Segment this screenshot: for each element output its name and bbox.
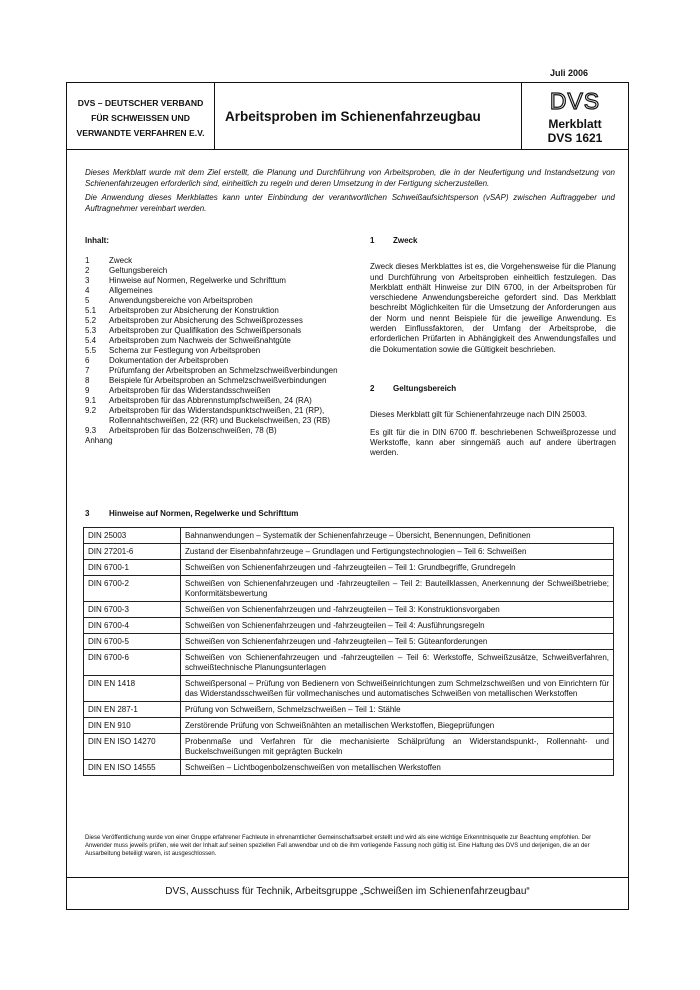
norm-description: Zustand der Eisenbahnfahrzeuge – Grundlagen und Fertigungstechnologien – Teil 6: Schweißen: [181, 544, 614, 560]
section-number: 2: [370, 383, 375, 393]
toc-list: [85, 256, 349, 446]
toc-item: [85, 406, 349, 426]
toc-item-number: 9.1: [85, 396, 97, 405]
norm-description: Schweißen von Schienenfahrzeugen und -fahrzeugteilen – Teil 5: Güteanforderungen: [181, 634, 614, 650]
footer-divider: [67, 877, 628, 878]
section-2-text: Es gilt für die in DIN 6700 ff. beschriebenen Schweißprozesse und Werkstoffe, kann aber sinngemäß auch auf andere übertragen werden.: [370, 427, 616, 458]
norm-description: Zerstörende Prüfung von Schweißnähten an metallischen Werkstoffen, Biegeprüfungen: [181, 718, 614, 734]
table-row: [84, 718, 614, 734]
toc-item: [85, 306, 349, 316]
toc-item-text: Arbeitsproben für das Widerstandspunktschweißen, 21 (RP), Rollennahtschweißen, 22 (RR) und Buckelschweißen, 23 (RB): [109, 406, 330, 425]
toc-item: [85, 366, 349, 376]
norm-description: Schweißen von Schienenfahrzeugen und -fahrzeugteilen – Teil 4: Ausführungsregeln: [181, 618, 614, 634]
norm-description: Schweißen von Schienenfahrzeugen und -fahrzeugteilen – Teil 2: Bauteilklassen, Anerkennung der Schweißbetriebe; Konformitätsbewertung: [181, 576, 614, 602]
toc-item-number: 2: [85, 266, 90, 275]
norm-code: DIN 6700-1: [84, 560, 181, 576]
norm-code: DIN 6700-3: [84, 602, 181, 618]
table-row: [84, 760, 614, 776]
toc-item-text: Beispiele für Arbeitsproben an Schmelzschweißverbindungen: [109, 376, 327, 385]
norm-code: DIN EN 1418: [84, 676, 181, 702]
table-row: [84, 544, 614, 560]
dvs-logo: [540, 90, 610, 112]
main-content: [66, 150, 629, 910]
toc-item-number: 5.4: [85, 336, 97, 345]
toc-item: [85, 286, 349, 296]
table-row: [84, 702, 614, 718]
document-id-box: [522, 83, 628, 149]
footer-text: DVS, Ausschuss für Technik, Arbeitsgruppe „Schweißen im Schienenfahrzeugbau“: [165, 886, 530, 897]
table-row: [84, 650, 614, 676]
toc-item: [85, 316, 349, 326]
toc-item-text: Arbeitsproben zur Absicherung der Konstruktion: [109, 306, 279, 315]
document-header: [66, 82, 629, 150]
toc-item: [85, 336, 349, 346]
toc-item: [85, 436, 349, 446]
toc-item-text: Arbeitsproben zur Qualifikation des Schweißpersonals: [109, 326, 302, 335]
toc-item-text: Arbeitsproben für das Bolzenschweißen, 78 (B): [109, 426, 277, 435]
norm-code: DIN EN 287-1: [84, 702, 181, 718]
org-line: FÜR SCHWEISSEN UND: [91, 113, 190, 123]
intro-paragraph: Die Anwendung dieses Merkblattes kann unter Einbindung der verantwortlichen Schweißaufsichtsperson (vSAP) zwischen Auftraggeber und Auftragnehmer vereinbart werden.: [85, 193, 615, 213]
toc-item-text: Anwendungsbereiche von Arbeitsproben: [109, 296, 253, 305]
norm-code: DIN 6700-4: [84, 618, 181, 634]
toc-item: [85, 276, 349, 286]
toc-item-text: Arbeitsproben für das Abbrennstumpfschweißen, 24 (RA): [109, 396, 312, 405]
section-title: Hinweise auf Normen, Regelwerke und Schrifttum: [109, 509, 299, 518]
toc-item-number: 3: [85, 276, 90, 285]
section-2-heading: [370, 384, 616, 394]
section-title: Geltungsbereich: [393, 383, 457, 393]
document-type: Merkblatt: [548, 117, 602, 131]
toc-item: [85, 326, 349, 336]
toc-item-number: 8: [85, 376, 90, 385]
norm-description: Prüfung von Schweißern, Schmelzschweißen – Teil 1: Stähle: [181, 702, 614, 718]
section-1-text: Zweck dieses Merkblattes ist es, die Vorgehensweise für die Planung und Durchführung von Arbeitsproben einheitlich festzulegen. Das Merkblatt enthält Hinweise zur DIN 6700, in der Arbeitsproben für verschiedene Anwendungsbereiche gefordert sind. Das Merkblatt beschreibt Möglichkeiten für die Umsetzung der Anforderungen aus der Norm und nennt Beispiele für die jeweilige Anwendung. Es werden Einflussfaktoren, der Umfang der Arbeitsprobe, die erforderlichen Prüfarten in Abhängigkeit des Anwendungsfalles und die Dokumentation sowie die Gültigkeit beschrieben.: [370, 262, 616, 354]
table-row: [84, 734, 614, 760]
toc-item-text: Arbeitsproben zum Nachweis der Schweißnahtgüte: [109, 336, 291, 345]
toc-item-text: Allgemeines: [109, 286, 153, 295]
norm-code: DIN 6700-6: [84, 650, 181, 676]
publication-date: Juli 2006: [550, 68, 589, 78]
toc-item-number: 9.3: [85, 426, 97, 435]
toc-item: [85, 386, 349, 396]
norm-description: Probenmaße und Verfahren für die mechanisierte Schälprüfung an Widerstandspunkt-, Rollennaht- und Buckelschweißungen mit geprägten Buckeln: [181, 734, 614, 760]
toc-item-number: 5.1: [85, 306, 97, 315]
toc-item-number: 5.2: [85, 316, 97, 325]
section-title: Zweck: [393, 236, 418, 245]
table-row: [84, 602, 614, 618]
toc-item: [85, 266, 349, 276]
toc-item-number: 5.5: [85, 346, 97, 355]
section-number: 1: [370, 236, 375, 245]
toc-item-text: Geltungsbereich: [109, 266, 168, 275]
toc-item-text: Dokumentation der Arbeitsproben: [109, 356, 229, 365]
table-row: [84, 528, 614, 544]
toc-item: [85, 376, 349, 386]
toc-item-text: Zweck: [109, 256, 133, 265]
table-row: [84, 576, 614, 602]
toc-item-number: 6: [85, 356, 90, 365]
section-number: 3: [85, 509, 90, 518]
norm-description: Bahnanwendungen – Systematik der Schienenfahrzeuge – Übersicht, Benennungen, Definitionen: [181, 528, 614, 544]
table-row: [84, 560, 614, 576]
toc-item: [85, 396, 349, 406]
right-column: [370, 236, 616, 458]
toc-item-text: Hinweise auf Normen, Regelwerke und Schrifttum: [109, 276, 286, 285]
toc-item: [85, 426, 349, 436]
section-3-heading: [85, 509, 298, 518]
intro-paragraph: Dieses Merkblatt wurde mit dem Ziel erstellt, die Planung und Durchführung von Arbeitsproben, die in der Neufertigung und Instandsetzung von Schienenfahrzeugen erforderlich sind, einheitlich zu regeln und deren Umsetzung in der Fertigung sicherzustellen.: [85, 168, 615, 188]
toc-item-number: 7: [85, 366, 90, 375]
toc-item-number: Anhang: [85, 436, 113, 445]
norm-description: Schweißen von Schienenfahrzeugen und -fahrzeugteilen – Teil 6: Werkstoffe, Schweißzusätze, Schweißverfahren, schweißtechnische Planungsunterlagen: [181, 650, 614, 676]
disclaimer-text: Diese Veröffentlichung wurde von einer Gruppe erfahrener Fachleute in ehrenamtlicher Gemeinschaftsarbeit erstellt und wird als eine wichtige Erkenntnisquelle zur Beachtung empfohlen. Der Anwender muss jeweils prüfen, wie weit der Inhalt auf seinen speziellen Fall anwendbar und ob die ihm vorliegende Fassung noch gültig ist. Eine Haftung des DVS und derjenigen, die an der Ausarbeitung beteiligt waren, ist ausgeschlossen.: [85, 835, 592, 857]
toc-item-text: [109, 436, 349, 446]
toc-item: [85, 356, 349, 366]
toc-item-text: Arbeitsproben für das Widerstandsschweißen: [109, 386, 271, 395]
table-of-contents: [85, 236, 349, 446]
document-title: Arbeitsproben im Schienenfahrzeugbau: [215, 83, 522, 149]
norm-description: Schweißpersonal – Prüfung von Bedienern von Schweißeinrichtungen zum Schmelzschweißen und von Einrichtern für das Widerstandsschweißen für vollmechanisches und automatisches Schweißen von metallischen Werkstoffen: [181, 676, 614, 702]
norm-description: Schweißen – Lichtbogenbolzenschweißen von metallischen Werkstoffen: [181, 760, 614, 776]
table-row: [84, 634, 614, 650]
toc-item-text: Prüfumfang der Arbeitsproben an Schmelzschweißverbindungen: [109, 366, 338, 375]
section-2-text: Dieses Merkblatt gilt für Schienenfahrzeuge nach DIN 25003.: [370, 410, 588, 420]
organization-name: [67, 83, 215, 149]
norm-code: DIN 27201-6: [84, 544, 181, 560]
table-row: [84, 676, 614, 702]
org-line: VERWANDTE VERFAHREN E.V.: [76, 128, 205, 138]
norm-code: DIN EN 910: [84, 718, 181, 734]
norm-description: Schweißen von Schienenfahrzeugen und -fahrzeugteilen – Teil 1: Grundbegriffe, Grundregeln: [181, 560, 614, 576]
toc-item-number: 1: [85, 256, 90, 265]
toc-item-number: 4: [85, 286, 90, 295]
toc-item: [85, 296, 349, 306]
toc-item-number: 5.3: [85, 326, 97, 335]
toc-item-number: 9.2: [85, 406, 97, 415]
document-number: DVS 1621: [547, 131, 603, 145]
norm-description: Schweißen von Schienenfahrzeugen und -fahrzeugteilen – Teil 3: Konstruktionsvorgaben: [181, 602, 614, 618]
toc-item: [85, 346, 349, 356]
table-row: [84, 618, 614, 634]
norm-code: DIN EN ISO 14555: [84, 760, 181, 776]
section-1-heading: [370, 236, 616, 246]
toc-heading: Inhalt:: [85, 236, 109, 245]
norm-code: DIN EN ISO 14270: [84, 734, 181, 760]
toc-item-text: Schema zur Festlegung von Arbeitsproben: [109, 346, 261, 355]
toc-item-number: 5: [85, 296, 90, 305]
org-line: DVS – DEUTSCHER VERBAND: [77, 98, 204, 108]
dvs-logo-text: DVS: [549, 90, 601, 112]
toc-item-number: 9: [85, 386, 90, 395]
norm-code: DIN 6700-2: [84, 576, 181, 602]
toc-item: [85, 256, 349, 266]
norm-code: DIN 25003: [84, 528, 181, 544]
norm-code: DIN 6700-5: [84, 634, 181, 650]
norms-table: [83, 527, 614, 776]
toc-item-text: Arbeitsproben zur Absicherung des Schweißprozesses: [109, 316, 303, 325]
